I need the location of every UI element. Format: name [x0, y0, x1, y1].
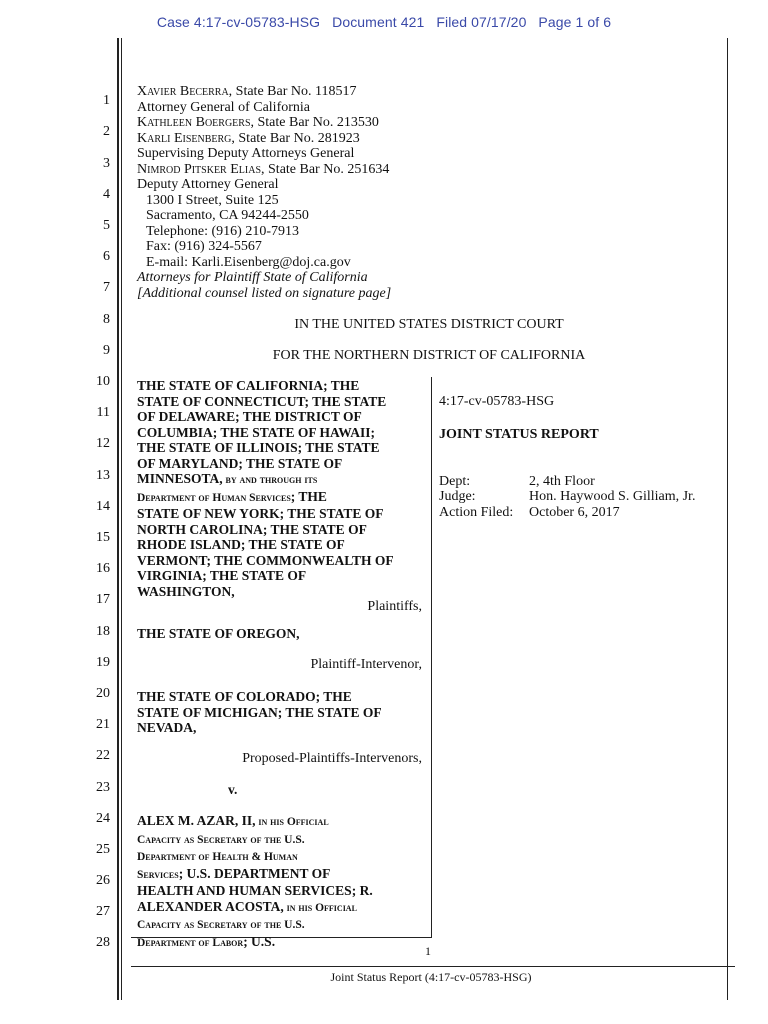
line-number: 23: [96, 780, 110, 795]
party-role-plaintiffs: Plaintiffs,: [367, 599, 422, 614]
counsel-line: [137, 131, 360, 147]
ecf-header: Case 4:17-cv-05783-HSG Document 421 Filed 07/17/20 Page 1 of 6: [156, 14, 612, 30]
counsel-attorneys-for: Attorneys for Plaintiff State of California: [137, 270, 368, 285]
left-margin-rule-inner: [121, 38, 122, 1000]
action-filed-value: October 6, 2017: [529, 505, 620, 520]
caption-line: [137, 831, 422, 849]
counsel-line: [137, 162, 389, 178]
caption-line: NEVADA,: [137, 720, 197, 735]
caption-line: STATE OF MICHIGAN; THE STATE OF: [137, 704, 382, 720]
caption-line: [137, 489, 422, 507]
caption-line: VERMONT; THE COMMONWEALTH OF: [137, 552, 394, 568]
caption-bold: ; U.S. DEPARTMENT OF: [178, 865, 331, 881]
line-number: 4: [103, 187, 110, 202]
caption-line: [137, 934, 422, 952]
caption-versus: v.: [228, 782, 238, 797]
line-number: 14: [96, 499, 110, 514]
caption-smallcaps: Department of Human Services: [137, 491, 291, 504]
counsel-line: Deputy Attorney General: [137, 177, 279, 192]
counsel-address: Sacramento, CA 94244-2550: [146, 208, 309, 223]
caption-line: THE STATE OF ILLINOIS; THE STATE: [137, 440, 380, 455]
caption-line: [137, 471, 422, 489]
line-number: 27: [96, 904, 110, 919]
party-role-intervenor: Plaintiff-Intervenor,: [310, 657, 422, 672]
line-number: 13: [96, 468, 110, 483]
dept-label: Dept:: [439, 474, 471, 489]
caption-bold: ALEX M. AZAR, II,: [137, 813, 256, 828]
left-margin-rule: [117, 38, 119, 1000]
line-number: 8: [103, 312, 110, 327]
counsel-line: Attorney General of California: [137, 100, 310, 115]
caption-line: STATE OF NEW YORK; THE STATE OF: [137, 506, 384, 521]
line-number: 6: [103, 249, 110, 264]
line-number: 11: [96, 405, 110, 420]
counsel-fax: Fax: (916) 324-5567: [146, 239, 262, 254]
counsel-line: [137, 84, 356, 100]
action-filed-label: Action Filed:: [439, 505, 514, 520]
caption-line: RHODE ISLAND; THE STATE OF: [137, 537, 345, 552]
court-title: IN THE UNITED STATES DISTRICT COURT: [294, 317, 564, 332]
caption-line: [137, 866, 422, 884]
line-number: 7: [103, 280, 110, 295]
caption-line: [137, 848, 422, 866]
counsel-additional: [Additional counsel listed on signature page]: [137, 286, 392, 301]
line-number: 19: [96, 655, 110, 670]
dept-value: 2, 4th Floor: [529, 474, 595, 489]
counsel-line: [137, 115, 379, 131]
line-number: 12: [96, 436, 110, 451]
judge-value: Hon. Haywood S. Gilliam, Jr.: [529, 489, 696, 504]
line-number: 25: [96, 842, 110, 857]
footer-text: Joint Status Report (4:17-cv-05783-HSG): [330, 970, 532, 984]
caption-line: [137, 813, 422, 831]
attorney-name: Nimrod Pitsker Elias: [137, 162, 262, 177]
bar-number: , State Bar No. 281923: [231, 131, 360, 146]
line-number: 5: [103, 218, 110, 233]
line-number: 21: [96, 717, 110, 732]
caption-bold: ; U.S.: [243, 933, 276, 949]
line-number: 24: [96, 811, 110, 826]
caption-line: COLUMBIA; THE STATE OF HAWAII;: [137, 424, 376, 440]
caption-bold: ; THE: [290, 488, 327, 504]
line-number: 18: [96, 624, 110, 639]
line-number: 3: [103, 156, 110, 171]
caption-line: OF DELAWARE; THE DISTRICT OF: [137, 409, 362, 424]
caption-defendants: [137, 813, 422, 951]
bar-number: , State Bar No. 118517: [228, 84, 357, 99]
caption-smallcaps: in his Official: [283, 901, 357, 914]
caption-line: THE STATE OF COLORADO; THE: [137, 689, 352, 704]
line-number: 28: [96, 935, 110, 950]
line-number: 20: [96, 686, 110, 701]
caption-line: NORTH CAROLINA; THE STATE OF: [137, 521, 367, 537]
caption-plaintiffs: [137, 378, 422, 615]
caption-line: VIRGINIA; THE STATE OF: [137, 568, 307, 583]
line-number: 10: [96, 374, 110, 389]
caption-line: [137, 916, 422, 934]
counsel-phone: Telephone: (916) 210-7913: [146, 224, 299, 239]
caption-line: THE STATE OF CALIFORNIA; THE: [137, 378, 360, 393]
counsel-email: E-mail: Karli.Eisenberg@doj.ca.gov: [146, 255, 351, 270]
line-number: 2: [103, 124, 110, 139]
caption-smallcaps: by and through its: [222, 474, 318, 486]
line-number: 9: [103, 343, 110, 358]
document-title: JOINT STATUS REPORT: [439, 427, 599, 442]
attorney-name: Xavier Becerra: [137, 84, 229, 99]
line-number: 15: [96, 530, 110, 545]
caption-smallcaps: Capacity as Secretary of the U.S.: [137, 833, 305, 846]
line-number: 16: [96, 561, 110, 576]
caption-proposed-intervenors: [137, 689, 422, 736]
caption-smallcaps: in his Official: [255, 816, 329, 828]
caption-oregon: THE STATE OF OREGON,: [137, 626, 300, 641]
counsel-address: 1300 I Street, Suite 125: [146, 193, 279, 208]
bar-number: , State Bar No. 251634: [261, 162, 390, 177]
court-district: FOR THE NORTHERN DISTRICT OF CALIFORNIA: [272, 348, 586, 363]
line-number: 22: [96, 748, 110, 763]
counsel-line: Supervising Deputy Attorneys General: [137, 146, 355, 161]
caption-smallcaps: Services: [137, 868, 179, 881]
page-number: 1: [425, 944, 431, 958]
attorney-name: Karli Eisenberg: [137, 131, 232, 146]
party-role-proposed: Proposed-Plaintiffs-Intervenors,: [242, 751, 422, 766]
caption-line: WASHINGTON,: [137, 583, 235, 599]
bar-number: , State Bar No. 213530: [250, 115, 379, 130]
line-number: 17: [96, 592, 110, 607]
caption-bold: MINNESOTA,: [137, 471, 223, 486]
right-margin-rule: [727, 38, 728, 1000]
attorney-name: Kathleen Boergers: [137, 115, 251, 130]
line-number: 26: [96, 873, 110, 888]
judge-label: Judge:: [439, 489, 476, 504]
caption-bold: ALEXANDER ACOSTA,: [137, 898, 284, 914]
caption-line: OF MARYLAND; THE STATE OF: [137, 455, 343, 471]
caption-line: HEALTH AND HUMAN SERVICES; R.: [137, 883, 373, 898]
caption-line: [137, 899, 422, 917]
caption-smallcaps: Department of Health & Human: [137, 851, 298, 863]
footer-rule: [131, 966, 735, 967]
caption-smallcaps: Department of Labor: [137, 936, 244, 949]
caption-line: STATE OF CONNECTICUT; THE STATE: [137, 393, 387, 409]
line-number: 1: [103, 93, 110, 108]
case-number: 4:17-cv-05783-HSG: [439, 394, 555, 409]
caption-smallcaps: Capacity as Secretary of the U.S.: [137, 919, 305, 931]
